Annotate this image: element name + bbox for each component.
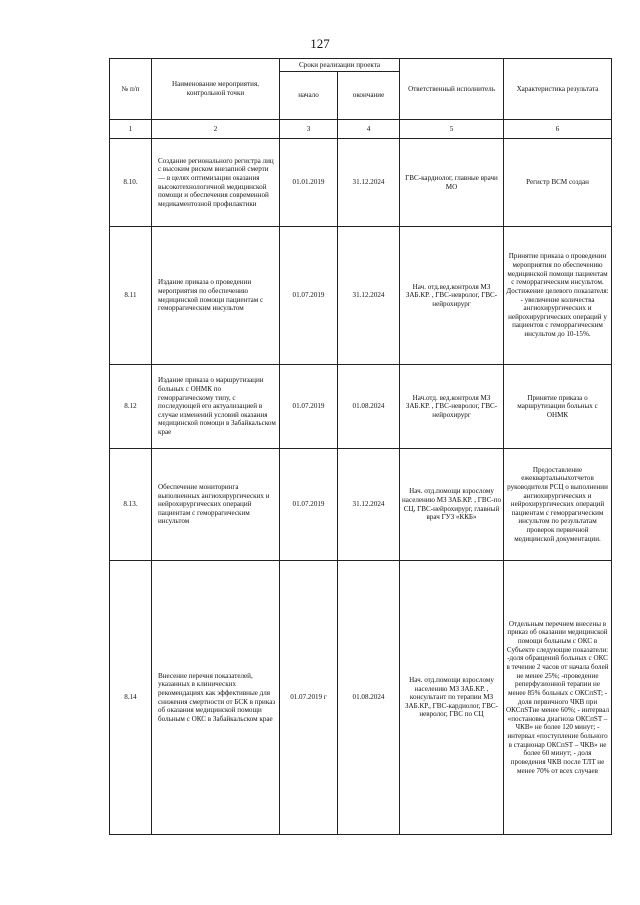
- row-responsible: ГВС-кардиолог, главные врачи МО: [400, 139, 504, 227]
- table-row: [110, 561, 612, 835]
- row-name: Обеспечение мониторинга выполненных ангиохирургических и нейрохирургических операций пациентам с геморрагическим инсультом: [152, 449, 280, 561]
- header-num: № п/п: [110, 59, 152, 120]
- header-end: окончание: [338, 72, 400, 120]
- header-result: Характеристика результата: [504, 59, 612, 120]
- row-number: 8.14: [110, 561, 152, 835]
- column-number: 5: [400, 120, 504, 139]
- column-number: 3: [280, 120, 338, 139]
- row-responsible: Нач.отд. вед.контроля МЗ ЗАБ.КР. , ГВС-невролог, ГВС-нейрохирург: [400, 365, 504, 449]
- row-name: Издание приказа о маршрутизации больных с ОНМК по геморрагическому типу, с последующей его актуализацией в случае изменений условий оказания медицинской помощи в Забайкальском крае: [152, 365, 280, 449]
- row-responsible: Нач. отд.помощи взрослому населению МЗ ЗАБ.КР. , консультант по терапии МЗ ЗАБ.КР., ГВС-кардиолог, ГВС-невролог, ГВС по СЦ: [400, 561, 504, 835]
- row-start: 01.07.2019 г: [280, 561, 338, 835]
- row-start: 01.07.2019: [280, 365, 338, 449]
- row-start: 01.07.2019: [280, 449, 338, 561]
- row-number: 8.10.: [110, 139, 152, 227]
- row-responsible: Нач. отд.помощи взрослому населению МЗ ЗАБ.КР. , ГВС-по СЦ, ГВС-нейрохирург, главный врач ГУЗ «ККБ»: [400, 449, 504, 561]
- column-number: 1: [110, 120, 152, 139]
- row-number: 8.11: [110, 227, 152, 365]
- row-end: 31.12.2024: [338, 139, 400, 227]
- row-end: 01.08.2024: [338, 561, 400, 835]
- header-responsible: Ответственный исполнитель: [400, 59, 504, 120]
- row-end: 31.12.2024: [338, 227, 400, 365]
- row-number: 8.12: [110, 365, 152, 449]
- row-name: Создание регионального регистра лиц с высоким риском внезапной смерти — в целях оптимизации оказания высокотехнологичной медицинской помощи и обеспечения современной медикаментозной профилактики: [152, 139, 280, 227]
- row-result: Принятие приказа о маршрутизации больных с ОНМК: [504, 365, 612, 449]
- row-end: 01.08.2024: [338, 365, 400, 449]
- row-name: Издание приказа о проведении мероприятия по обеспечению медицинской помощи пациентам с геморрагическим инсультом: [152, 227, 280, 365]
- row-result: Отдельным перечнем внесены в приказ об оказании медицинской помощи больным с ОКС в Субъекте следующие показатели: -доля обращений больных с ОКС в течение 2 часов от начала болей не менее 25%; -проведение реперфузионной терапии не менее 85% больных с ОКСпST; - доля первичного ЧКВ при ОКСпSTне менее 60%; - интервал «постановка диагноза ОКСпST – ЧКВ» не более 120 минут; - интервал «поступление больного в стационар ОКСпST – ЧКВ» не более 60 минут; - доля проведения ЧКВ после ТЛТ не менее 70% от всех случаев: [504, 561, 612, 835]
- column-number: 2: [152, 120, 280, 139]
- column-number: 6: [504, 120, 612, 139]
- row-result: Принятие приказа о проведении мероприятия по обеспечению медицинской помощи пациентам с геморрагическим инсультом. Достижение целевого показателя: - увеличение количества ангиохирургических и нейрохирургических операций у пациентов с геморрагическим инсультом до 10-15%.: [504, 227, 612, 365]
- row-start: 01.01.2019: [280, 139, 338, 227]
- header-start: начало: [280, 72, 338, 120]
- row-number: 8.13.: [110, 449, 152, 561]
- column-number-row: [110, 120, 612, 139]
- header-period: Сроки реализации проекта: [280, 59, 400, 72]
- row-result: Предоставление ежеквартальныхотчетов руководителя РСЦ о выполнении ангиохирургических и нейрохирургических операций пациентам с геморрагическим инсультом по результатам проверок первичной медицинской документации.: [504, 449, 612, 561]
- table-row: [110, 365, 612, 449]
- row-responsible: Нач. отд.вед.контроля МЗ ЗАБ.КР. , ГВС-невролог, ГВС-нейрохирург: [400, 227, 504, 365]
- column-number: 4: [338, 120, 400, 139]
- row-name: Внесение перечня показателей, указанных в клинических рекомендациях как эффективные для снижения смертности от БСК в приказ об оказания медицинской помощи больным с ОКС в Забайкальском крае: [152, 561, 280, 835]
- table-row: [110, 227, 612, 365]
- table-row: [110, 449, 612, 561]
- header-row: [110, 59, 612, 72]
- measures-table: [109, 58, 612, 835]
- page-number: 127: [310, 36, 330, 51]
- header-name: Наименование мероприятия, контрольной точки: [152, 59, 280, 120]
- row-end: 31.12.2024: [338, 449, 400, 561]
- row-result: Регистр ВСМ создан: [504, 139, 612, 227]
- row-start: 01.07.2019: [280, 227, 338, 365]
- table-row: [110, 139, 612, 227]
